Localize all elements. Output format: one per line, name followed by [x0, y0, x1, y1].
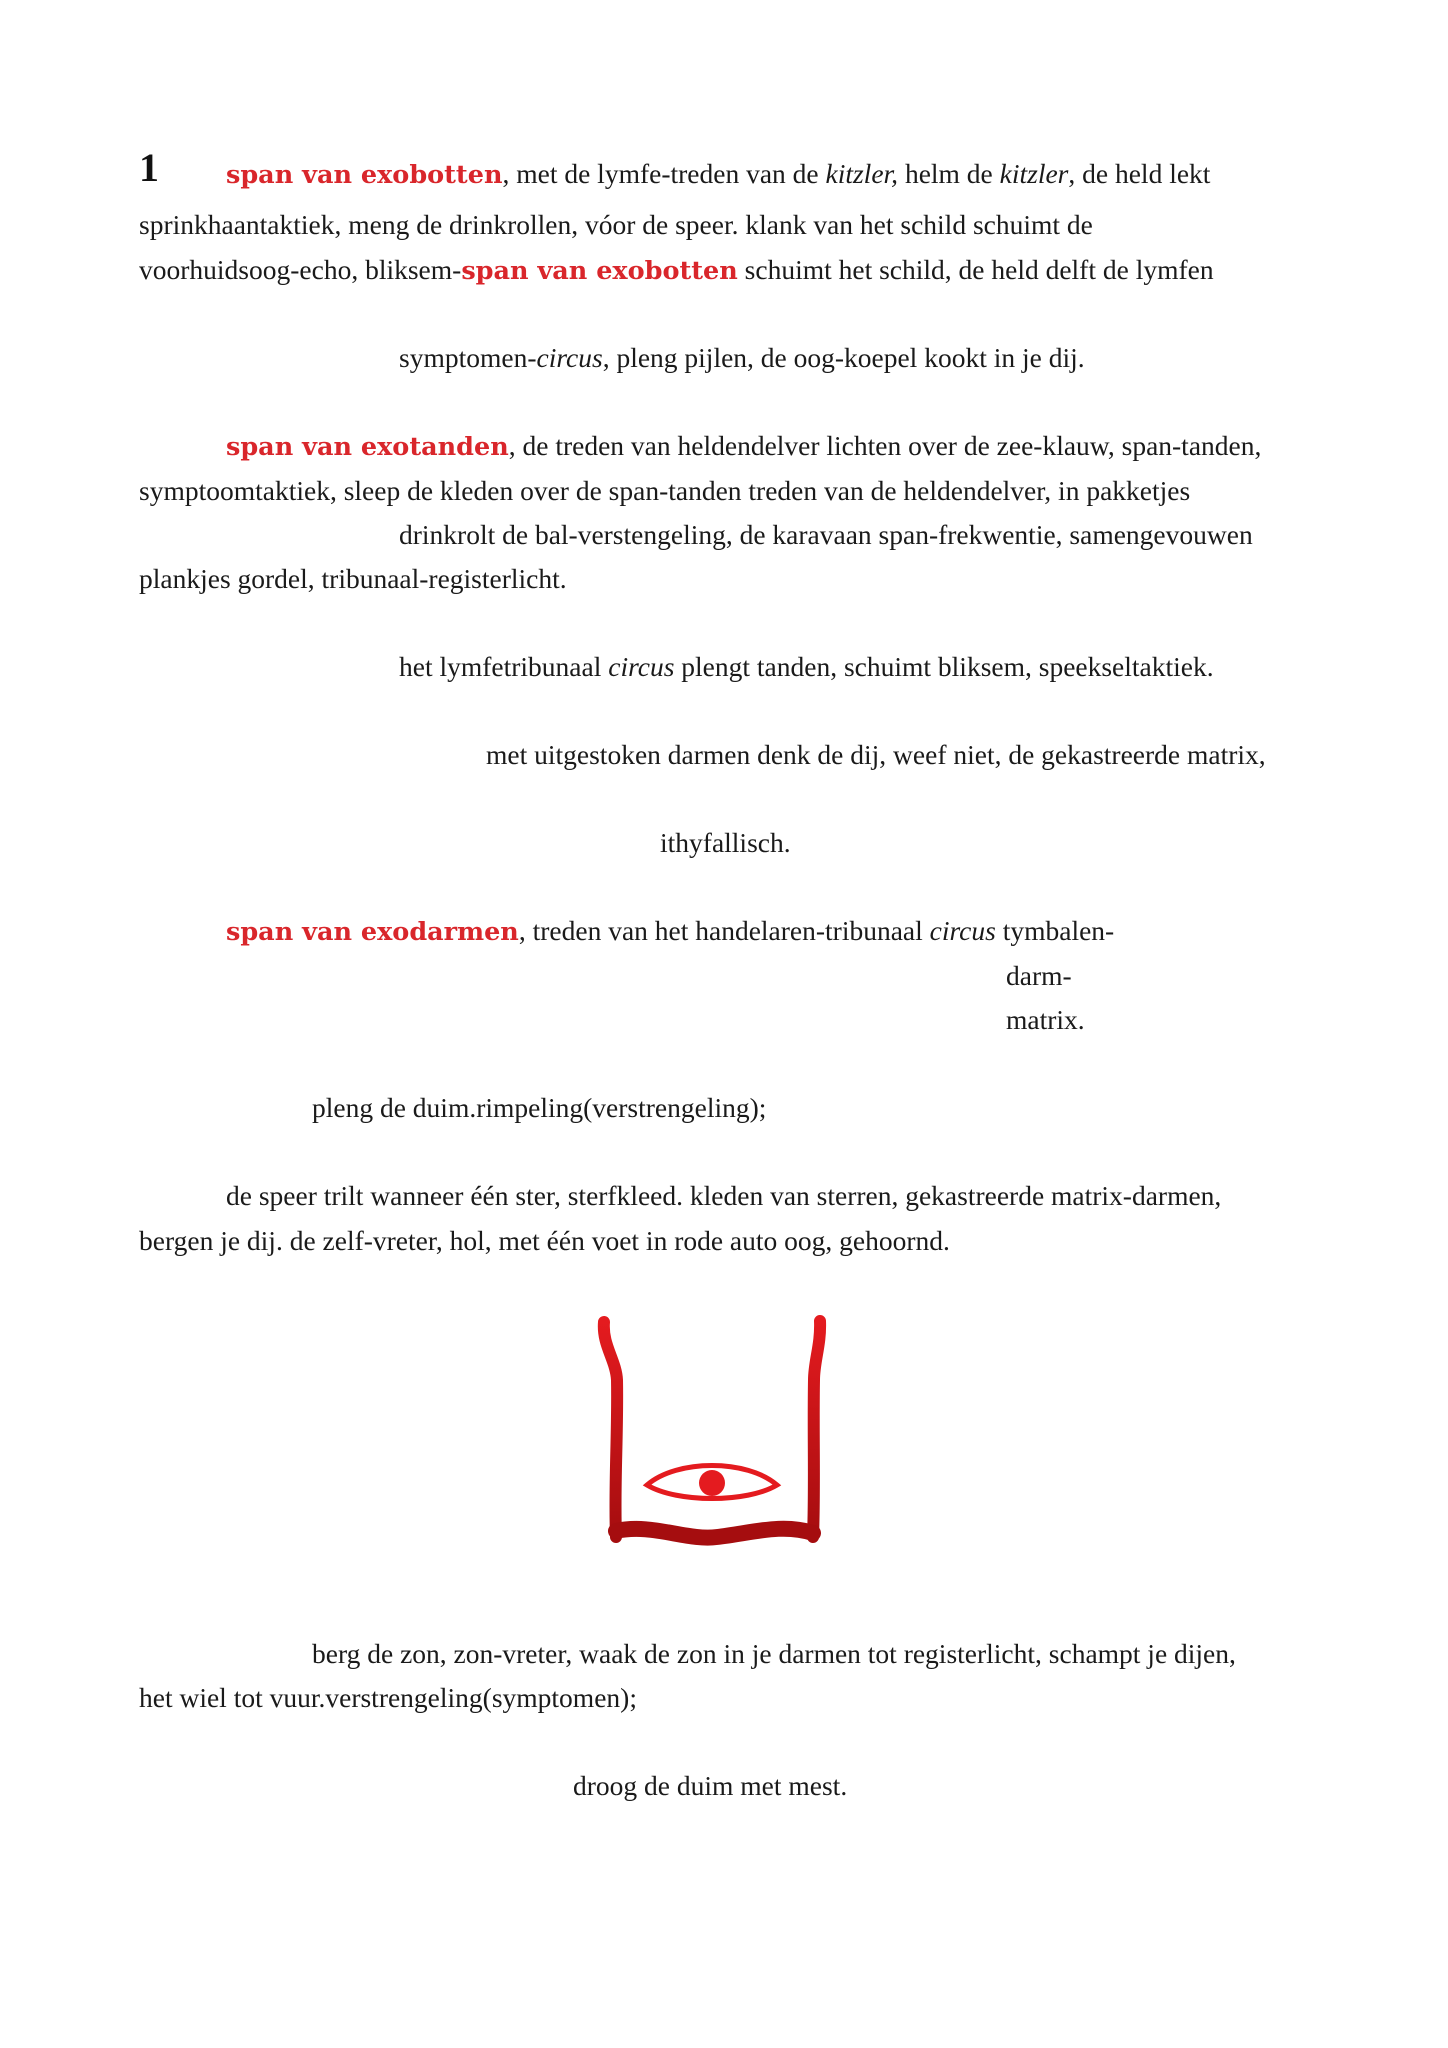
line-text: symptomen- — [399, 342, 537, 373]
poem-line-16: de speer trilt wanneer één ster, sterfkleed. kleden van sterren, gekastreerde matrix-darmen, — [226, 1180, 1222, 1211]
poem-line-2: sprinkhaantaktiek, meng de drinkrollen, vóor de speer. klank van het schild schuimt de — [139, 209, 1093, 240]
poem-line-9 — [399, 650, 1214, 684]
page-number: 1 — [139, 145, 159, 190]
poem-line-19: het wiel tot vuur.verstrengeling(symptomen); — [139, 1682, 637, 1713]
poem-line-17: bergen je dij. de zelf-vreter, hol, met één voet in rode auto oog, gehoornd. — [139, 1225, 950, 1256]
line-text: voorhuidsoog-echo, bliksem- — [139, 254, 462, 285]
italic-word: kitzler, — [825, 158, 899, 189]
poem-line-14: matrix. — [1006, 1004, 1085, 1035]
poem-line-18: berg de zon, zon-vreter, waak de zon in je darmen tot registerlicht, schampt je dijen, — [312, 1638, 1236, 1669]
poem-line-10: met uitgestoken darmen denk de dij, weef niet, de gekastreerde matrix, — [486, 739, 1266, 770]
poem-line-1 — [226, 157, 1210, 192]
poem-line-13: darm- — [1006, 960, 1072, 991]
poem-line-20: droog de duim met mest. — [573, 1770, 848, 1801]
line-text: plengt tanden, schuimt bliksem, speekseltaktiek. — [674, 651, 1214, 682]
highlight-text: span van exotanden — [226, 432, 509, 462]
italic-word: circus — [608, 651, 675, 682]
poem-line-3 — [139, 253, 1214, 288]
highlight-text: span van exobotten — [226, 160, 503, 190]
poem-line-11: ithyfallisch. — [660, 827, 791, 858]
line-text: , met de lymfe-treden van de — [502, 158, 826, 189]
line-text: het lymfetribunaal — [399, 651, 609, 682]
eye-pupil — [699, 1470, 725, 1496]
italic-word: circus — [536, 342, 603, 373]
poem-line-8: plankjes gordel, tribunaal-registerlicht. — [139, 563, 567, 594]
poem-line-12 — [226, 914, 1114, 949]
poem-line-5 — [226, 429, 1261, 464]
poem-line-6: symptoomtaktiek, sleep de kleden over de span-tanden treden van de heldendelver, in pakketjes — [139, 475, 1191, 506]
poem-line-7: drinkrolt de bal-verstengeling, de karavaan span-frekwentie, samengevouwen — [399, 519, 1253, 550]
highlight-text: span van exobotten — [461, 256, 738, 286]
highlight-text: span van exodarmen — [226, 917, 519, 947]
line-text: , treden van het handelaren-tribunaal — [518, 915, 930, 946]
poem-line-4 — [399, 341, 1085, 375]
poem-line-15: pleng de duim.rimpeling(verstrengeling); — [312, 1092, 767, 1123]
line-text: helm de — [898, 158, 1000, 189]
line-text: schuimt het schild, de held delft de lymfen — [737, 254, 1214, 285]
line-text: , de treden van heldendelver lichten over de zee-klauw, span-tanden, — [508, 430, 1262, 461]
italic-word: circus — [929, 915, 996, 946]
eye-glyph-icon — [592, 1305, 838, 1551]
right-arm — [813, 1321, 820, 1537]
line-text: tymbalen- — [995, 915, 1115, 946]
italic-word: kitzler — [999, 158, 1069, 189]
line-text: , de held lekt — [1068, 158, 1211, 189]
left-arm — [604, 1322, 617, 1537]
base-bar — [616, 1529, 813, 1538]
line-text: , pleng pijlen, de oog-koepel kookt in je dij. — [602, 342, 1085, 373]
